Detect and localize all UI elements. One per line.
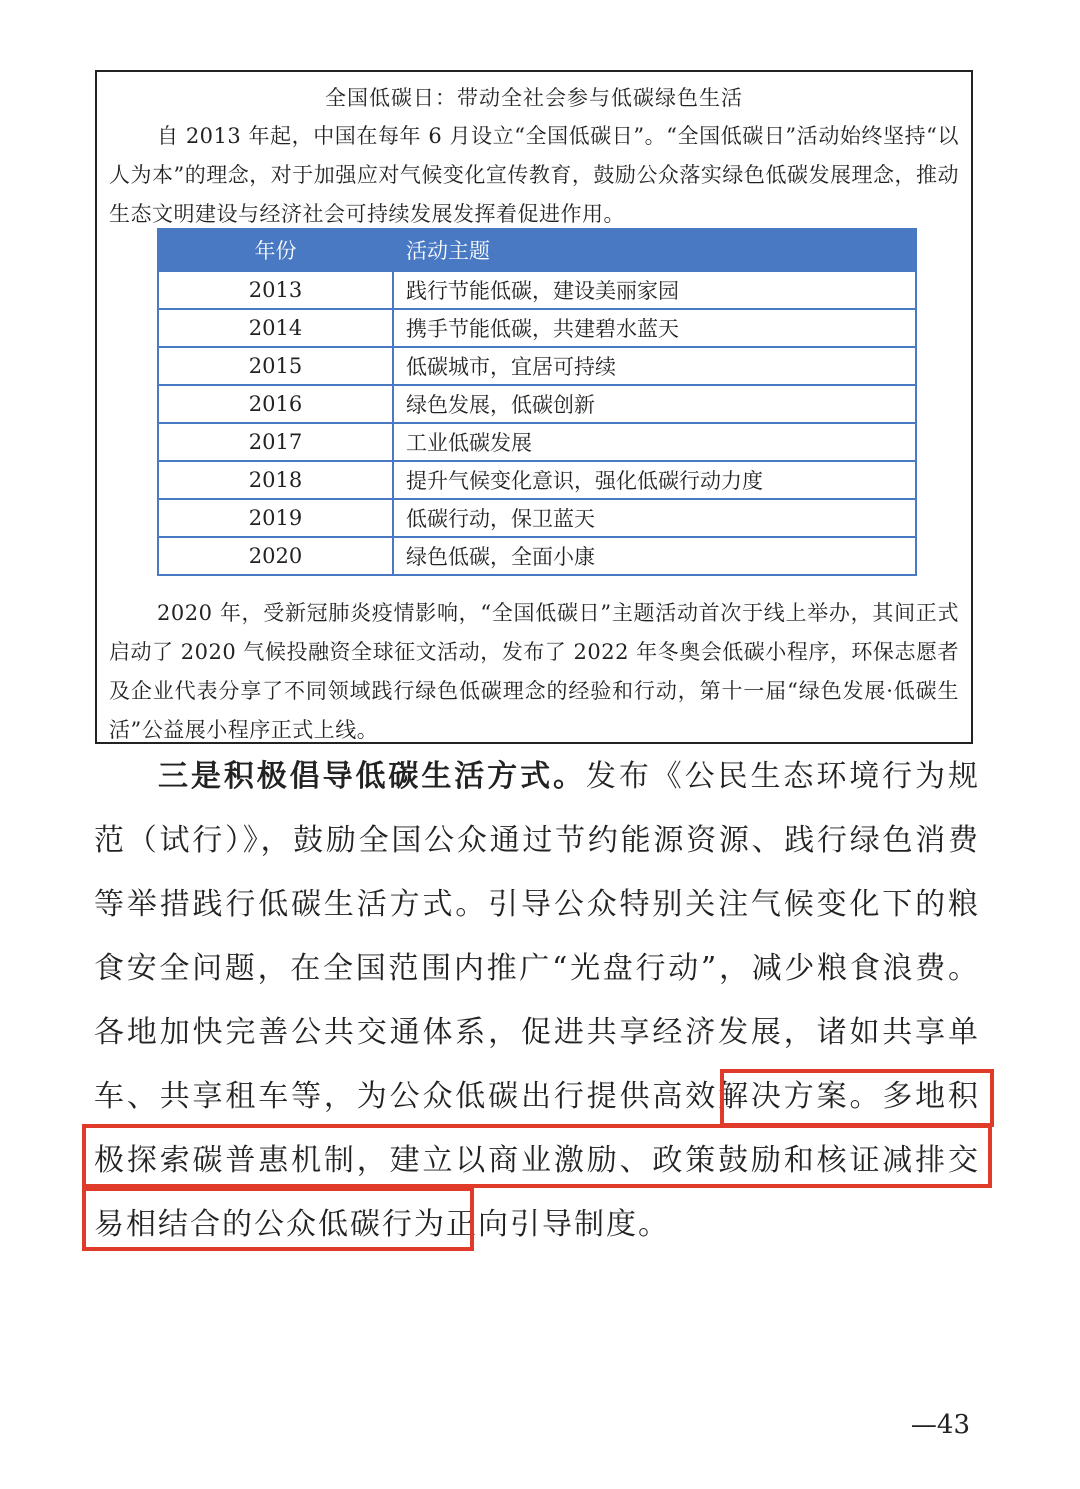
header-year: 年份 bbox=[158, 229, 393, 271]
cell-theme: 践行节能低碳，建设美丽家园 bbox=[393, 271, 916, 309]
cell-year: 2020 bbox=[158, 537, 393, 575]
cell-theme: 绿色发展，低碳创新 bbox=[393, 385, 916, 423]
table-row bbox=[158, 423, 916, 461]
cell-theme: 携手节能低碳，共建碧水蓝天 bbox=[393, 309, 916, 347]
cell-year: 2015 bbox=[158, 347, 393, 385]
cell-theme: 低碳行动，保卫蓝天 bbox=[393, 499, 916, 537]
cell-year: 2018 bbox=[158, 461, 393, 499]
callout-title: 全国低碳日：带动全社会参与低碳绿色生活 bbox=[325, 86, 743, 110]
table-row bbox=[158, 271, 916, 309]
body-text: 发布《公民生态环境行为规范（试行）》，鼓励全国公众通过节约能源资源、践行绿色消费等举措践行低碳生活方式。引导公众特别关注气候变化下的粮食安全问题，在全国范围内推广“光盘行动”，减少粮食浪费。各地加快完善公共交通体系，促进共享经济发展，诸如共享单车、共享租车等，为公众低碳出行提供高效解决方案。 bbox=[94, 759, 981, 1114]
callout-box bbox=[95, 70, 973, 744]
page-number: —43 bbox=[910, 1410, 970, 1440]
cell-theme: 低碳城市，宜居可持续 bbox=[393, 347, 916, 385]
cell-theme: 工业低碳发展 bbox=[393, 423, 916, 461]
table-header-row bbox=[158, 229, 916, 271]
cell-year: 2017 bbox=[158, 423, 393, 461]
cell-theme: 绿色低碳，全面小康 bbox=[393, 537, 916, 575]
callout-note: 2020 年，受新冠肺炎疫情影响，“全国低碳日”主题活动首次于线上举办，其间正式启动了 2020 气候投融资全球征文活动，发布了 2022 年冬奥会低碳小程序，环保志愿者及企业代表分享了不同领域践行绿色低碳理念的经验和行动，第十一届“绿色发展·低碳生活”公益展小程序正式上线。 bbox=[109, 601, 959, 742]
table-row bbox=[158, 309, 916, 347]
table-row bbox=[158, 385, 916, 423]
table-row bbox=[158, 499, 916, 537]
body-paragraph bbox=[94, 745, 980, 1257]
cell-year: 2016 bbox=[158, 385, 393, 423]
header-theme: 活动主题 bbox=[393, 229, 916, 271]
callout-intro: 自 2013 年起，中国在每年 6 月设立“全国低碳日”。“全国低碳日”活动始终坚持“以人为本”的理念，对于加强应对气候变化宣传教育，鼓励公众落实绿色低碳发展理念，推动生态文明建设与经济社会可持续发展发挥着促进作用。 bbox=[109, 124, 959, 226]
cell-theme: 提升气候变化意识，强化低碳行动力度 bbox=[393, 461, 916, 499]
cell-year: 2019 bbox=[158, 499, 393, 537]
body-lead: 三是积极倡导低碳生活方式。 bbox=[158, 759, 586, 794]
cell-year: 2014 bbox=[158, 309, 393, 347]
highlighted-text: 多地积极探索碳普惠机制，建立以商业激励、政策鼓励和核证减排交易相结合的公众低碳行为正向引导制度。 bbox=[94, 1079, 981, 1242]
cell-year: 2013 bbox=[158, 271, 393, 309]
table-row bbox=[158, 537, 916, 575]
themes-table bbox=[157, 228, 917, 576]
table-row bbox=[158, 461, 916, 499]
table-row bbox=[158, 347, 916, 385]
